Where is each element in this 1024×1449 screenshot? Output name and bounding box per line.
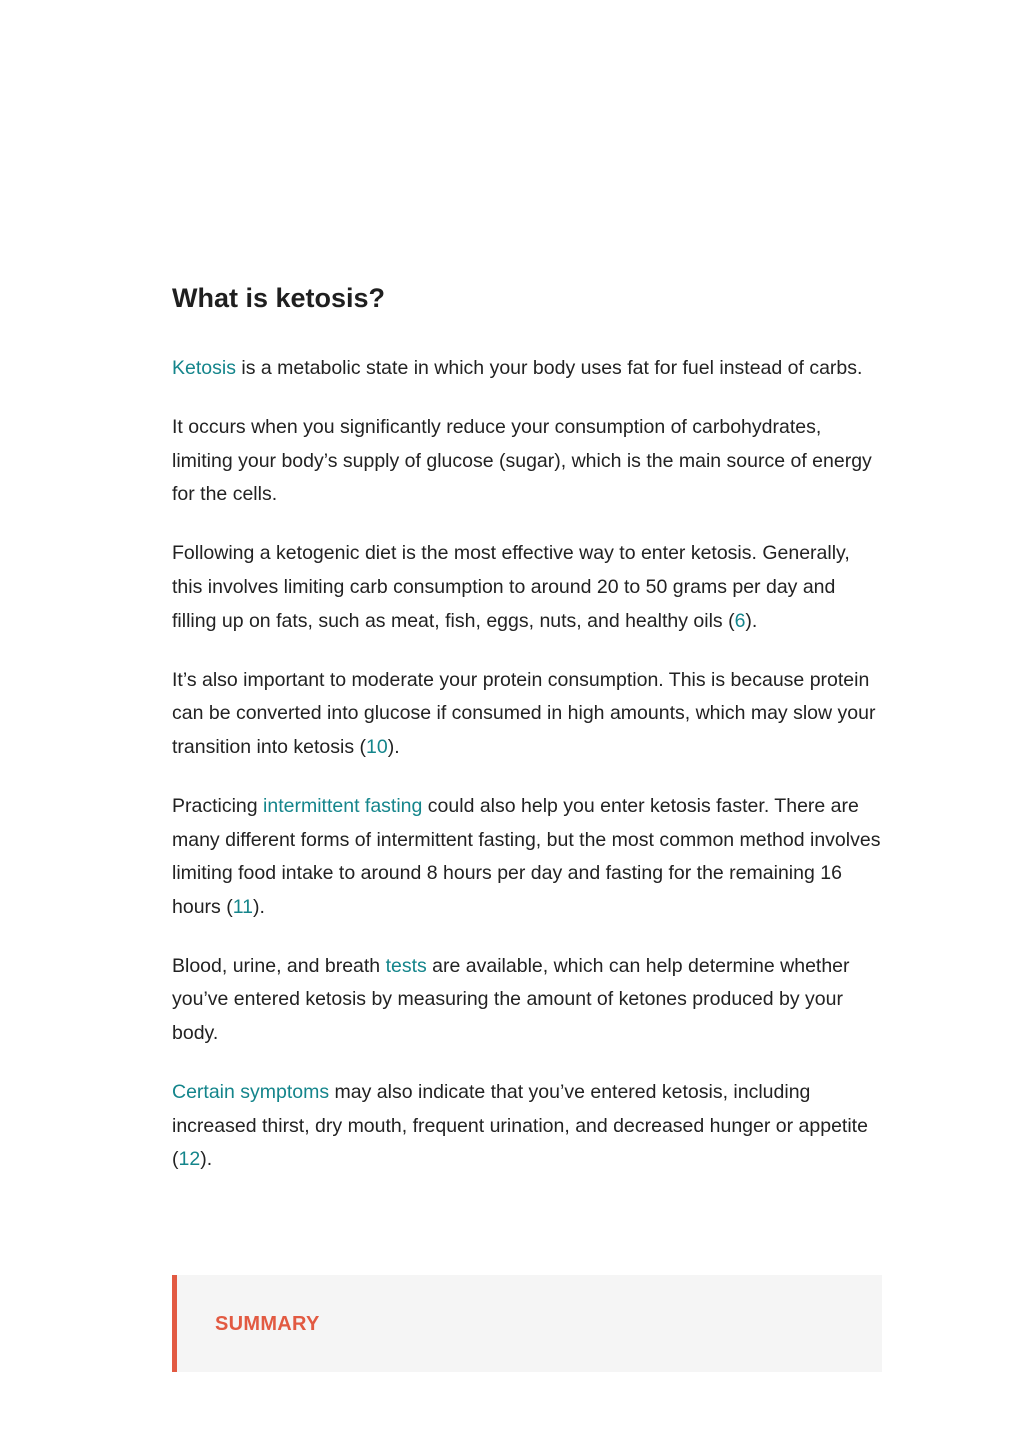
section-heading: What is ketosis? (172, 283, 386, 313)
paragraph-5-text: could also help you enter ketosis faster. There are many different forms of intermittent fasting, but the most common method involves limiting food intake to around 8 hours per day and fasting for the remaining 16 hours ( (172, 794, 881, 918)
paragraph-3 (172, 537, 884, 638)
paragraph-7 (172, 1076, 884, 1177)
paragraph-7-after: ). (200, 1148, 213, 1171)
article-body (172, 278, 884, 1202)
paragraph-1-text: is a metabolic state in which your body uses fat for fuel instead of carbs. (235, 357, 863, 379)
paragraph-6-before: Blood, urine, and breath (172, 954, 386, 977)
paragraph-4-text: It’s also important to moderate your protein consumption. This is because protein can be converted into glucose if consumed in high amounts, which may slow your transition into ketosis ( (172, 668, 876, 758)
certain-symptoms-link[interactable]: Certain symptoms (172, 1081, 330, 1104)
summary-box (172, 1275, 882, 1372)
citation-link-11[interactable]: 11 (232, 895, 253, 918)
citation-link-6[interactable]: 6 (734, 609, 746, 632)
paragraph-6 (172, 950, 884, 1051)
tests-link[interactable]: tests (385, 954, 427, 977)
paragraph-5 (172, 790, 884, 924)
citation-link-10[interactable]: 10 (366, 735, 388, 758)
ketosis-link[interactable]: Ketosis (172, 357, 236, 379)
paragraph-5-after: ). (252, 895, 265, 918)
summary-label: SUMMARY (215, 1313, 320, 1335)
intermittent-fasting-link[interactable]: intermittent fasting (263, 794, 423, 817)
paragraph-7-text: may also indicate that you’ve entered ketosis, including increased thirst, dry mouth, frequent urination, and decreased hunger or appetite ( (172, 1081, 868, 1171)
paragraph-3-text: Following a ketogenic diet is the most effective way to enter ketosis. Generally, this involves limiting carb consumption to around 20 to 50 grams per day and filling up on fats, such as meat, fish, eggs, nuts, and healthy oils ( (172, 542, 850, 632)
paragraph-4 (172, 664, 884, 765)
paragraph-6-text: are available, which can help determine whether you’ve entered ketosis by measuring the amount of ketones produced by your body. (172, 954, 850, 1044)
paragraph-4-after: ). (387, 735, 400, 758)
paragraph-3-after: ). (745, 609, 758, 632)
paragraph-2 (172, 411, 884, 512)
paragraph-2-text: It occurs when you significantly reduce your consumption of carbohydrates, limiting your body’s supply of glucose (sugar), which is the main source of energy for the cells. (172, 416, 872, 506)
paragraph-5-before: Practicing (172, 794, 264, 817)
citation-link-12[interactable]: 12 (178, 1148, 201, 1171)
paragraph-1 (172, 352, 884, 386)
